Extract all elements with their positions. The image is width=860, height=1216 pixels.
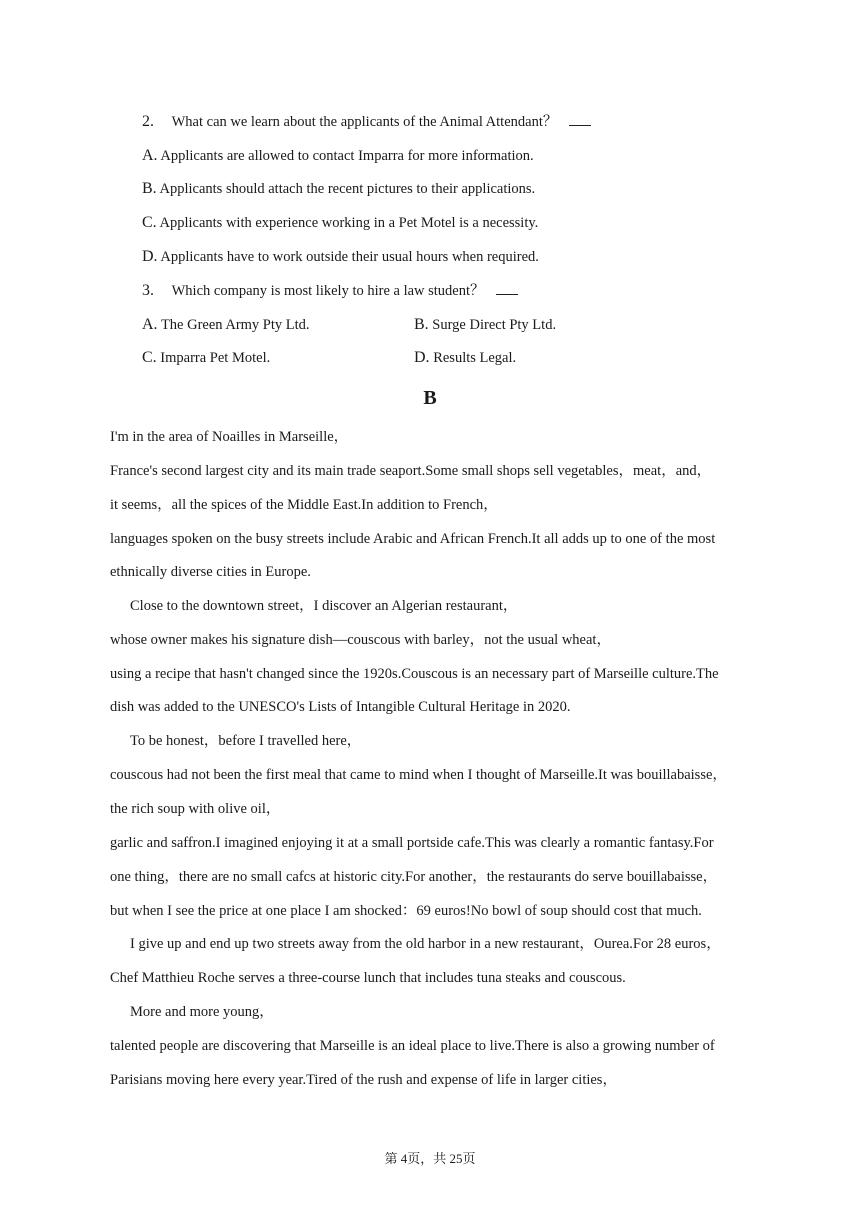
option-text: Applicants have to work outside their usual hours when required. [160,249,539,265]
passage-line: I give up and end up two streets away from the old harbor in a new restaurant，Ourea.For 28 euros， [130,936,721,952]
option-text: Results Legal. [433,350,517,366]
option-3c [142,349,270,367]
option-3a [142,316,310,334]
answer-blank [496,282,518,295]
passage-line: garlic and saffron.I imagined enjoying it at a small portside cafe.This was clearly a romantic fantasy.For [110,835,714,851]
question-text: What can we learn about the applicants of the Animal Attendant？ [171,114,558,130]
option-letter: D. [142,248,158,265]
passage-line: dish was added to the UNESCO's Lists of Intangible Cultural Heritage in 2020. [110,699,571,715]
option-2d [142,248,539,266]
passage-line: whose owner makes his signature dish—couscous with barley，not the usual wheat， [110,632,611,648]
question-number: 2. [142,113,154,130]
page-footer: 第 4页，共 25页 [384,1151,476,1166]
passage-line: France's second largest city and its main trade seaport.Some small shops sell vegetables，meat，and， [110,463,712,479]
question-3 [142,282,518,300]
option-letter: D. [414,349,430,366]
option-2a [142,147,534,165]
option-letter: C. [142,349,157,366]
option-text: Surge Direct Pty Ltd. [432,317,557,333]
option-letter: C. [142,214,157,231]
passage-line: Parisians moving here every year.Tired of the rush and expense of life in larger cities， [110,1072,617,1088]
passage-line: talented people are discovering that Marseille is an ideal place to live.There is also a growing number of [110,1038,715,1054]
passage-line: the rich soup with olive oil， [110,801,281,817]
passage-line: ethnically diverse cities in Europe. [110,564,311,580]
option-letter: A. [142,316,158,333]
passage-line: I'm in the area of Noailles in Marseille， [110,429,349,445]
passage-line: one thing，there are no small cafcs at historic city.For another，the restaurants do serve bouillabaisse， [110,869,718,885]
option-letter: A. [142,147,158,164]
passage-line: couscous had not been the first meal that came to mind when I thought of Marseille.It was bouillabaisse， [110,767,727,783]
passage-line: More and more young， [130,1004,274,1020]
passage-line: it seems，all the spices of the Middle East.In addition to French， [110,497,498,513]
option-text: Imparra Pet Motel. [160,350,271,366]
passage-line: To be honest，before I travelled here， [130,733,362,749]
passage-line: using a recipe that hasn't changed since the 1920s.Couscous is an necessary part of Marseille culture.The [110,666,719,682]
option-3d [414,349,516,367]
passage-line: Chef Matthieu Roche serves a three-course lunch that includes tuna steaks and couscous. [110,970,626,986]
passage-line: but when I see the price at one place I am shocked：69 euros!No bowl of soup should cost that much. [110,903,702,919]
question-text: Which company is most likely to hire a law student？ [171,283,485,299]
option-letter: B. [414,316,429,333]
question-2 [142,113,591,131]
passage-line: Close to the downtown street，I discover an Algerian restaurant， [130,598,518,614]
question-number: 3. [142,282,154,299]
option-text: Applicants should attach the recent pictures to their applications. [159,181,536,197]
option-3b [414,316,556,334]
section-heading: B [423,387,437,409]
option-text: Applicants with experience working in a Pet Motel is a necessity. [159,215,539,231]
passage-line: languages spoken on the busy streets include Arabic and African French.It all adds up to one of the most [110,531,716,547]
option-text: The Green Army Pty Ltd. [160,317,310,333]
option-text: Applicants are allowed to contact Imparra for more information. [160,148,534,164]
option-2c [142,214,538,232]
option-letter: B. [142,180,157,197]
answer-blank [569,113,591,126]
option-2b [142,180,535,198]
